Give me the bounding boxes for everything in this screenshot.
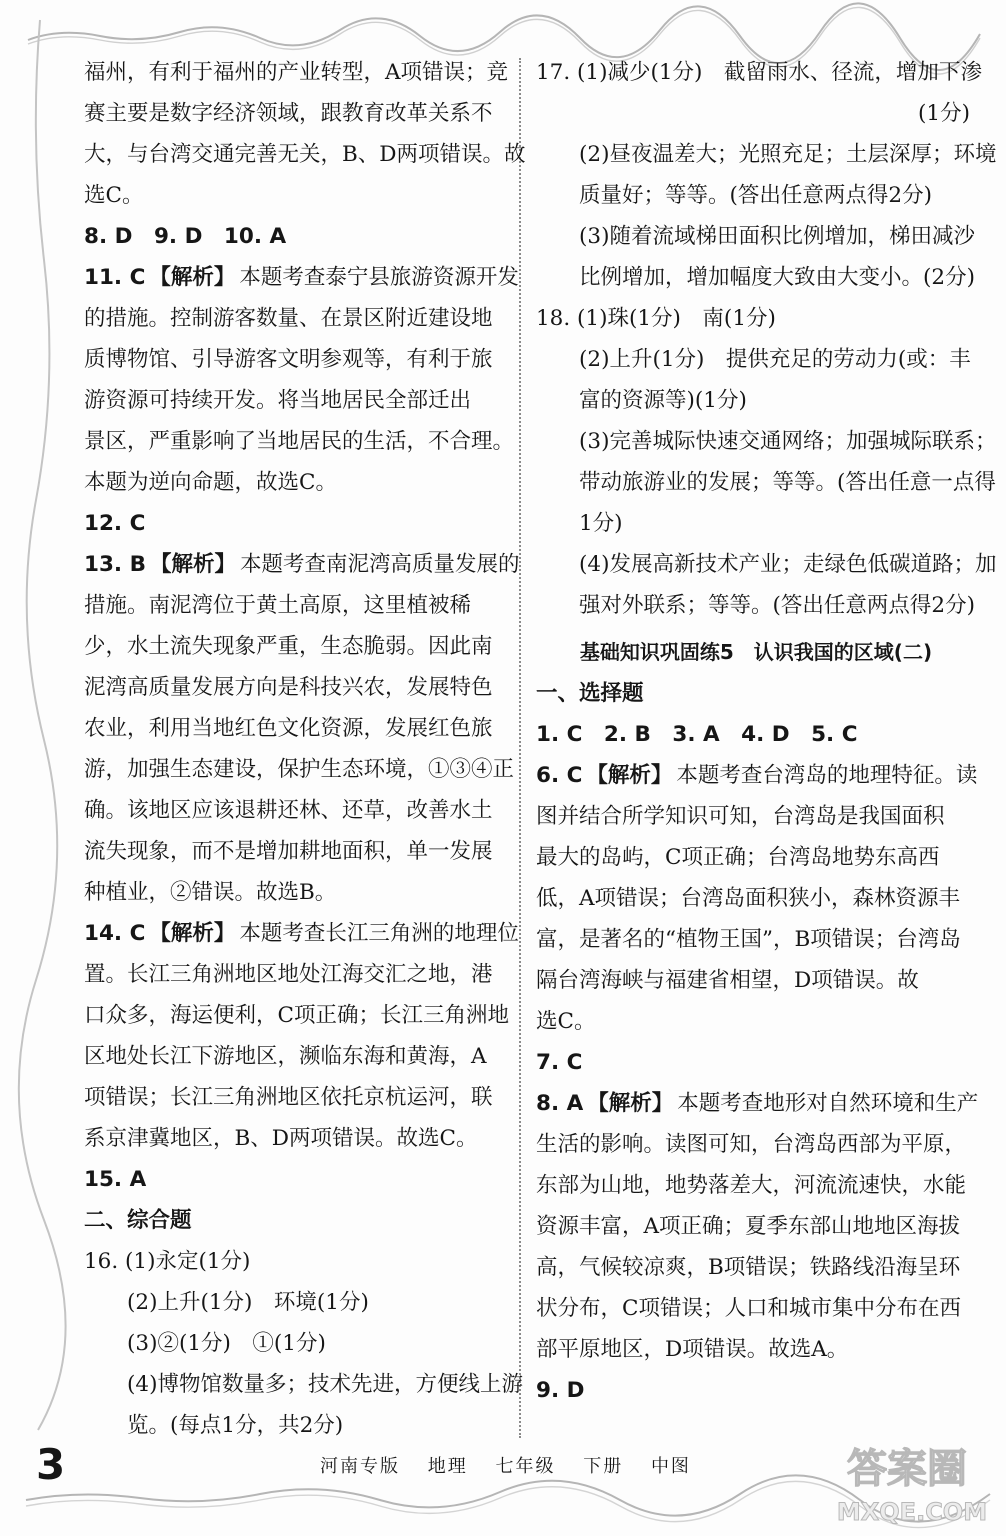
answer-6 — [536, 755, 976, 796]
analysis-tag: 【解析】 — [149, 921, 236, 946]
question-number: 11. C — [84, 265, 146, 290]
text-line: 农业，利用当地红色文化资源，发展红色旅 — [84, 716, 493, 741]
answer-9: 9. D — [536, 1378, 585, 1403]
right-column — [536, 52, 997, 1411]
text-line: 富，是著名的“植物王国”，B项错误；台湾岛 — [536, 927, 961, 952]
section-title: 基础知识巩固练5 认识我国的区域(二) — [579, 640, 933, 664]
text-line: 高，气候较凉爽，B项错误；铁路线沿海呈环 — [536, 1255, 961, 1280]
question-number: 13. B — [84, 552, 146, 577]
question-number: 14. C — [84, 921, 146, 946]
watermark-logo — [812, 1440, 992, 1530]
question-number: 8. A — [536, 1091, 584, 1116]
section-heading: 一、选择题 — [536, 681, 644, 706]
text-line: 本题考查长江三角洲的地理位 — [239, 921, 519, 946]
answer-7: 7. C — [536, 1050, 583, 1075]
text-line: 选C。 — [536, 1009, 596, 1034]
text-line: (1分) — [918, 101, 970, 126]
text-line: 区地处长江下游地区，濒临东海和黄海，A — [84, 1044, 487, 1069]
answer-line-1-5: 1. C 2. B 3. A 4. D 5. C — [536, 722, 858, 747]
text-line: 部平原地区，D项错误。故选A。 — [536, 1337, 849, 1362]
answer-18: 18. (1)珠(1分) 南(1分) — [536, 306, 776, 331]
text-line: 赛主要是数字经济领域，跟教育改革关系不 — [84, 101, 493, 126]
text-line: 比例增加，增加幅度大致由大变小。(2分) — [579, 265, 975, 290]
text-line: 游资源可持续开发。将当地居民全部迁出 — [84, 388, 472, 413]
analysis-tag: 【解析】 — [587, 1091, 674, 1116]
text-line: 资源丰富，A项正确；夏季东部山地地区海拔 — [536, 1214, 961, 1239]
column-divider — [519, 58, 521, 1438]
left-column — [84, 52, 526, 1446]
answer-17: 17. (1)减少(1分) 截留雨水、径流，增加下渗 — [536, 60, 982, 85]
text-line: 本题考查南泥湾高质量发展的 — [239, 552, 520, 577]
answer-16: 16. (1)永定(1分) — [84, 1249, 251, 1274]
answer-14 — [84, 913, 519, 954]
answer-8 — [536, 1083, 979, 1124]
text-line: 本题考查泰宁县旅游资源开发 — [239, 265, 519, 290]
answer-line-8-10: 8. D 9. D 10. A — [84, 224, 287, 249]
footer — [320, 1452, 711, 1478]
text-line: 最大的岛屿，C项正确；台湾岛地势东高西 — [536, 845, 940, 870]
text-line: 确。该地区应该退耕还林、还草，改善水土 — [84, 798, 493, 823]
text-line: 本题为逆向命题，故选C。 — [84, 470, 337, 495]
text-line: 生活的影响。读图可知，台湾岛西部为平原， — [536, 1132, 967, 1157]
text-line: 本题考查台湾岛的地理特征。读 — [676, 763, 978, 788]
analysis-tag: 【解析】 — [586, 763, 673, 788]
text-line: (4)博物馆数量多；技术先进，方便线上游 — [127, 1372, 523, 1397]
footer-edition: 河南专版 — [320, 1456, 400, 1477]
footer-publisher: 中图 — [650, 1456, 691, 1477]
text-line: 福州，有利于福州的产业转型，A项错误；竞 — [84, 60, 509, 85]
footer-volume: 下册 — [583, 1456, 624, 1477]
watermark-url: MXQE.COM — [836, 1498, 988, 1526]
text-line: (4)发展高新技术产业；走绿色低碳道路；加 — [579, 552, 997, 577]
text-line: 系京津冀地区，B、D两项错误。故选C。 — [84, 1126, 478, 1151]
text-line: 选C。 — [84, 183, 144, 208]
text-line: 泥湾高质量发展方向是科技兴农，发展特色 — [84, 675, 493, 700]
text-line: 富的资源等)(1分) — [579, 388, 747, 413]
answer-13 — [84, 544, 520, 585]
text-line: 状分布，C项错误；人口和城市集中分布在西 — [536, 1296, 961, 1321]
text-line: 口众多，海运便利，C项正确；长江三角洲地 — [84, 1003, 509, 1028]
text-line: 大，与台湾交通完善无关，B、D两项错误。故 — [84, 142, 526, 167]
watermark-text: 答案圈 — [847, 1446, 967, 1492]
text-line: 种植业，②错误。故选B。 — [84, 880, 337, 905]
section-heading: 二、综合题 — [84, 1208, 192, 1233]
text-line: 质博物馆、引导游客文明参观等，有利于旅 — [84, 347, 493, 372]
text-line: 措施。南泥湾位于黄土高原，这里植被稀 — [84, 593, 472, 618]
text-line: (3)完善城际快速交通网络；加强城际联系； — [579, 429, 997, 454]
text-line: (3)②(1分) ①(1分) — [127, 1331, 326, 1356]
text-line: 流失现象，而不是增加耕地面积，单一发展 — [84, 839, 493, 864]
text-line: (2)上升(1分) 环境(1分) — [127, 1290, 369, 1315]
text-line: 游，加强生态建设，保护生态环境，①③④正 — [84, 757, 515, 782]
text-line: (3)随着流域梯田面积比例增加，梯田减沙 — [579, 224, 975, 249]
question-number: 6. C — [536, 763, 583, 788]
text-line: 带动旅游业的发展；等等。(答出任意一点得 — [579, 470, 996, 495]
answer-15: 15. A — [84, 1167, 147, 1192]
text-line: 置。长江三角洲地区地处江海交汇之地，港 — [84, 962, 493, 987]
text-line: (2)上升(1分) 提供充足的劳动力(或：丰 — [579, 347, 971, 372]
footer-subject: 地理 — [427, 1456, 468, 1477]
analysis-tag: 【解析】 — [149, 265, 236, 290]
text-line: 的措施。控制游客数量、在景区附近建设地 — [84, 306, 493, 331]
text-line: 图并结合所学知识可知，台湾岛是我国面积 — [536, 804, 945, 829]
text-line: 1分) — [579, 511, 623, 536]
answer-11 — [84, 257, 519, 298]
text-line: (2)昼夜温差大；光照充足；土层深厚；环境 — [579, 142, 997, 167]
text-line: 隔台湾海峡与福建省相望，D项错误。故 — [536, 968, 919, 993]
text-line: 东部为山地，地势落差大，河流流速快，水能 — [536, 1173, 967, 1198]
text-line: 览。(每点1分，共2分) — [127, 1413, 344, 1438]
text-line: 项错误；长江三角洲地区依托京杭运河，联 — [84, 1085, 493, 1110]
text-line: 本题考查地形对自然环境和生产 — [677, 1091, 979, 1116]
text-line: 少，水土流失现象严重，生态脆弱。因此南 — [84, 634, 493, 659]
text-line: 质量好；等等。(答出任意两点得2分) — [579, 183, 932, 208]
text-line: 强对外联系；等等。(答出任意两点得2分) — [579, 593, 975, 618]
answer-12: 12. C — [84, 511, 146, 536]
text-line: 低，A项错误；台湾岛面积狭小，森林资源丰 — [536, 886, 961, 911]
footer-grade: 七年级 — [495, 1456, 556, 1477]
page-number: 3 — [36, 1440, 66, 1489]
text-line: 景区，严重影响了当地居民的生活，不合理。 — [84, 429, 515, 454]
analysis-tag: 【解析】 — [149, 552, 236, 577]
